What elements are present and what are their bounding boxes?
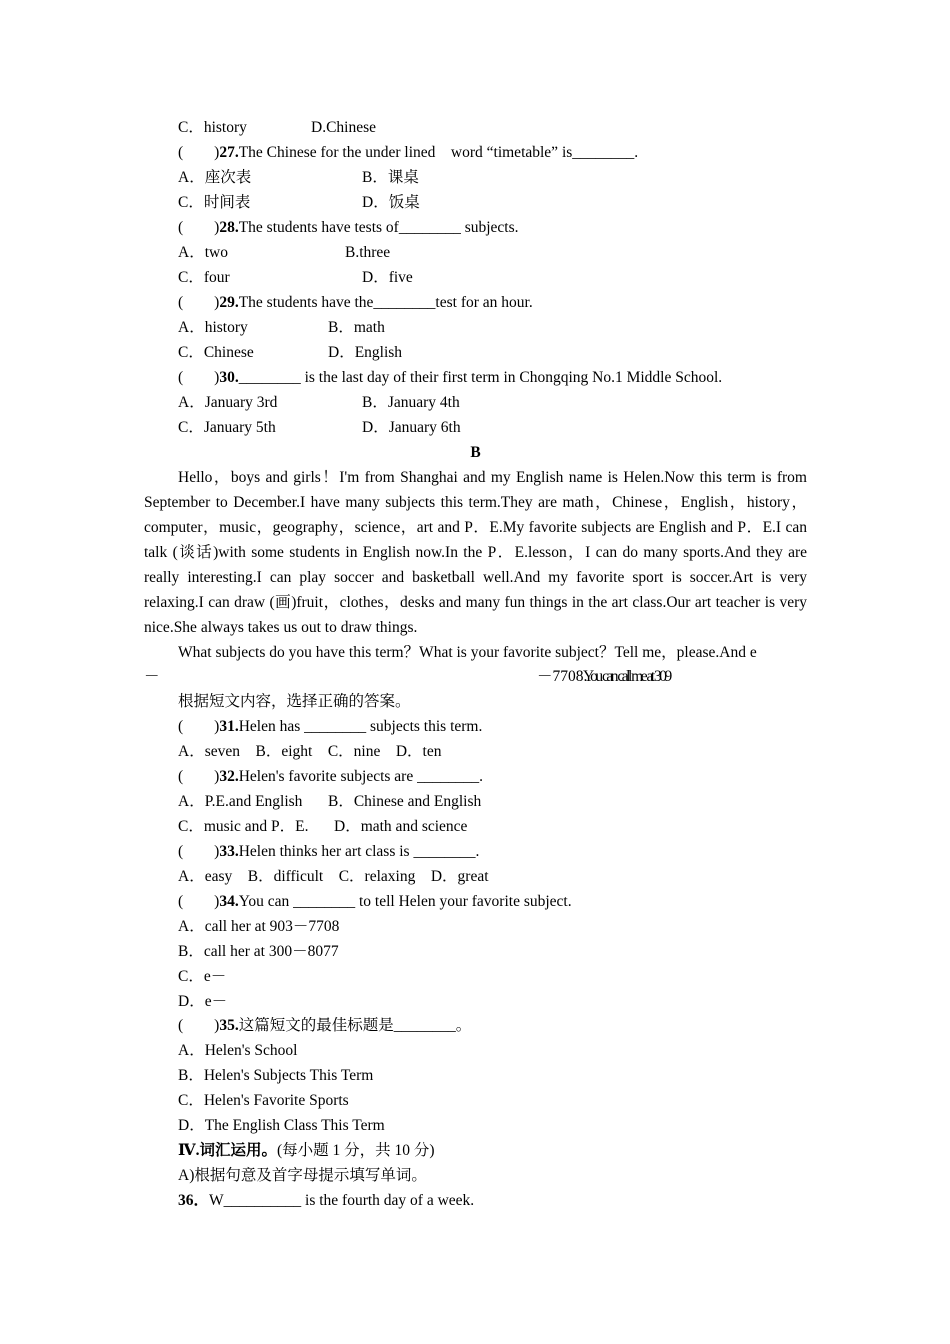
question-number: 31. — [219, 718, 239, 735]
answer-blank[interactable]: ( ) — [178, 768, 220, 785]
q27-option-c: C．时间表 — [178, 194, 251, 211]
question-number: 29. — [219, 294, 239, 311]
question-34 — [178, 892, 572, 912]
q32-option-c: C．music and P．E. — [178, 818, 309, 835]
section-4-subheading-a: A)根据句意及首字母提示填写单词。 — [178, 1167, 427, 1184]
q34-option-d: D．e－ — [178, 993, 228, 1010]
q34-option-a: A．call her at 903－7708 — [178, 918, 340, 935]
passage-paragraph-1: Hello，boys and girls！I'm from Shanghai and my English name is Helen.Now this term is from September to December.I have many subjects this term.They are math，Chinese，English，history，computer，music，geography，science，art and P．E.My favorite subjects are English and P．E.I can talk (谈话)with some students in English now.In the P．E.lesson，I can do many sports.And they are really interesting.I can play soccer and basketball well.And my favorite sport is soccer.Art is very relaxing.I can draw (画)fruit，clothes，desks and many fun things in the art class.Our art teacher is very nice.She always takes us out to draw things. — [144, 469, 807, 636]
question-number: 32. — [219, 768, 239, 785]
q35-option-b: B．Helen's Subjects This Term — [178, 1067, 374, 1084]
section-4-title: Ⅳ.词汇运用。 — [178, 1142, 277, 1159]
q35-option-d: D．The English Class This Term — [178, 1117, 385, 1134]
question-number: 33. — [219, 843, 239, 860]
q29-option-b: B．math — [328, 319, 385, 336]
q27-option-a: A．座次表 — [178, 169, 252, 186]
q34-option-b: B．call her at 300－8077 — [178, 943, 339, 960]
question-number: 30. — [219, 369, 239, 386]
question-number: 34. — [219, 893, 239, 910]
question-number: 27. — [219, 144, 239, 161]
answer-blank[interactable]: ( ) — [178, 1017, 220, 1034]
question-29 — [178, 293, 533, 313]
question-33 — [178, 842, 479, 862]
question-text: Helen has ________ subjects this term. — [238, 718, 483, 735]
q26-option-d: D.Chinese — [311, 119, 377, 136]
q27-option-d: D．饭桌 — [362, 194, 420, 211]
question-27 — [178, 143, 638, 163]
question-28 — [178, 218, 519, 238]
q28-option-d: D．five — [362, 269, 413, 286]
question-text: The Chinese for the under lined word “timetable” is________. — [238, 144, 639, 161]
question-text: Helen's favorite subjects are ________. — [238, 768, 483, 785]
passage-paragraph-2: What subjects do you have this term？What is your favorite subject？Tell me，please.And e — [178, 644, 757, 661]
section-b-heading: B — [470, 444, 481, 461]
answer-blank[interactable]: ( ) — [178, 893, 220, 910]
answer-blank[interactable]: ( ) — [178, 369, 220, 386]
q30-option-a: A．January 3rd — [178, 394, 278, 411]
question-text: Helen thinks her art class is ________. — [238, 843, 480, 860]
q29-option-a: A．history — [178, 319, 248, 336]
q30-option-b: B．January 4th — [362, 394, 460, 411]
q29-option-c: C．Chinese — [178, 344, 254, 361]
q27-option-b: B．课桌 — [362, 169, 419, 186]
section-4-heading — [178, 1141, 435, 1161]
question-text[interactable]: W__________ is the fourth day of a week. — [209, 1192, 475, 1209]
q35-option-c: C．Helen's Favorite Sports — [178, 1092, 349, 1109]
passage-instruction: 根据短文内容，选择正确的答案。 — [178, 693, 411, 710]
question-36 — [178, 1191, 474, 1211]
q28-option-a: A．two — [178, 244, 228, 261]
question-text: ________ is the last day of their first term in Chongqing No.1 Middle School. — [238, 369, 723, 386]
answer-blank[interactable]: ( ) — [178, 294, 220, 311]
q31-options: A．seven B．eight C．nine D．ten — [178, 743, 442, 760]
question-35 — [178, 1016, 471, 1036]
q34-option-c: C．e－ — [178, 968, 227, 985]
answer-blank[interactable]: ( ) — [178, 843, 220, 860]
question-32 — [178, 767, 483, 787]
question-number: 28. — [219, 219, 239, 236]
q26-option-c: C．history — [178, 119, 247, 136]
q28-option-c: C．four — [178, 269, 230, 286]
question-31 — [178, 717, 482, 737]
q30-option-c: C．January 5th — [178, 419, 276, 436]
question-text: You can ________ to tell Helen your favorite subject. — [238, 893, 572, 910]
q33-options: A．easy B．difficult C．relaxing D．great — [178, 868, 489, 885]
question-text: The students have the________test for an hour. — [238, 294, 533, 311]
question-number: 36． — [178, 1192, 210, 1209]
q32-option-d: D．math and science — [334, 818, 468, 835]
q35-option-a: A．Helen's School — [178, 1042, 298, 1059]
section-4-note: (每小题 1 分，共 10 分) — [276, 1142, 435, 1159]
q28-option-b: B.three — [345, 244, 391, 261]
passage-contact-overlap-a: －7708. — [537, 668, 588, 685]
question-text: The students have tests of________ subjects. — [238, 219, 519, 236]
question-number: 35. — [219, 1017, 239, 1034]
passage-contact-overlap-b: You can call me at 309 — [583, 668, 670, 685]
question-text: 这篇短文的最佳标题是________。 — [238, 1017, 472, 1034]
answer-blank[interactable]: ( ) — [178, 144, 220, 161]
answer-blank[interactable]: ( ) — [178, 718, 220, 735]
answer-blank[interactable]: ( ) — [178, 219, 220, 236]
q29-option-d: D．English — [328, 344, 403, 361]
q32-option-a: A．P.E.and English — [178, 793, 303, 810]
passage-dash: － — [144, 668, 160, 685]
question-30 — [178, 368, 722, 388]
q30-option-d: D．January 6th — [362, 419, 461, 436]
q32-option-b: B．Chinese and English — [328, 793, 482, 810]
